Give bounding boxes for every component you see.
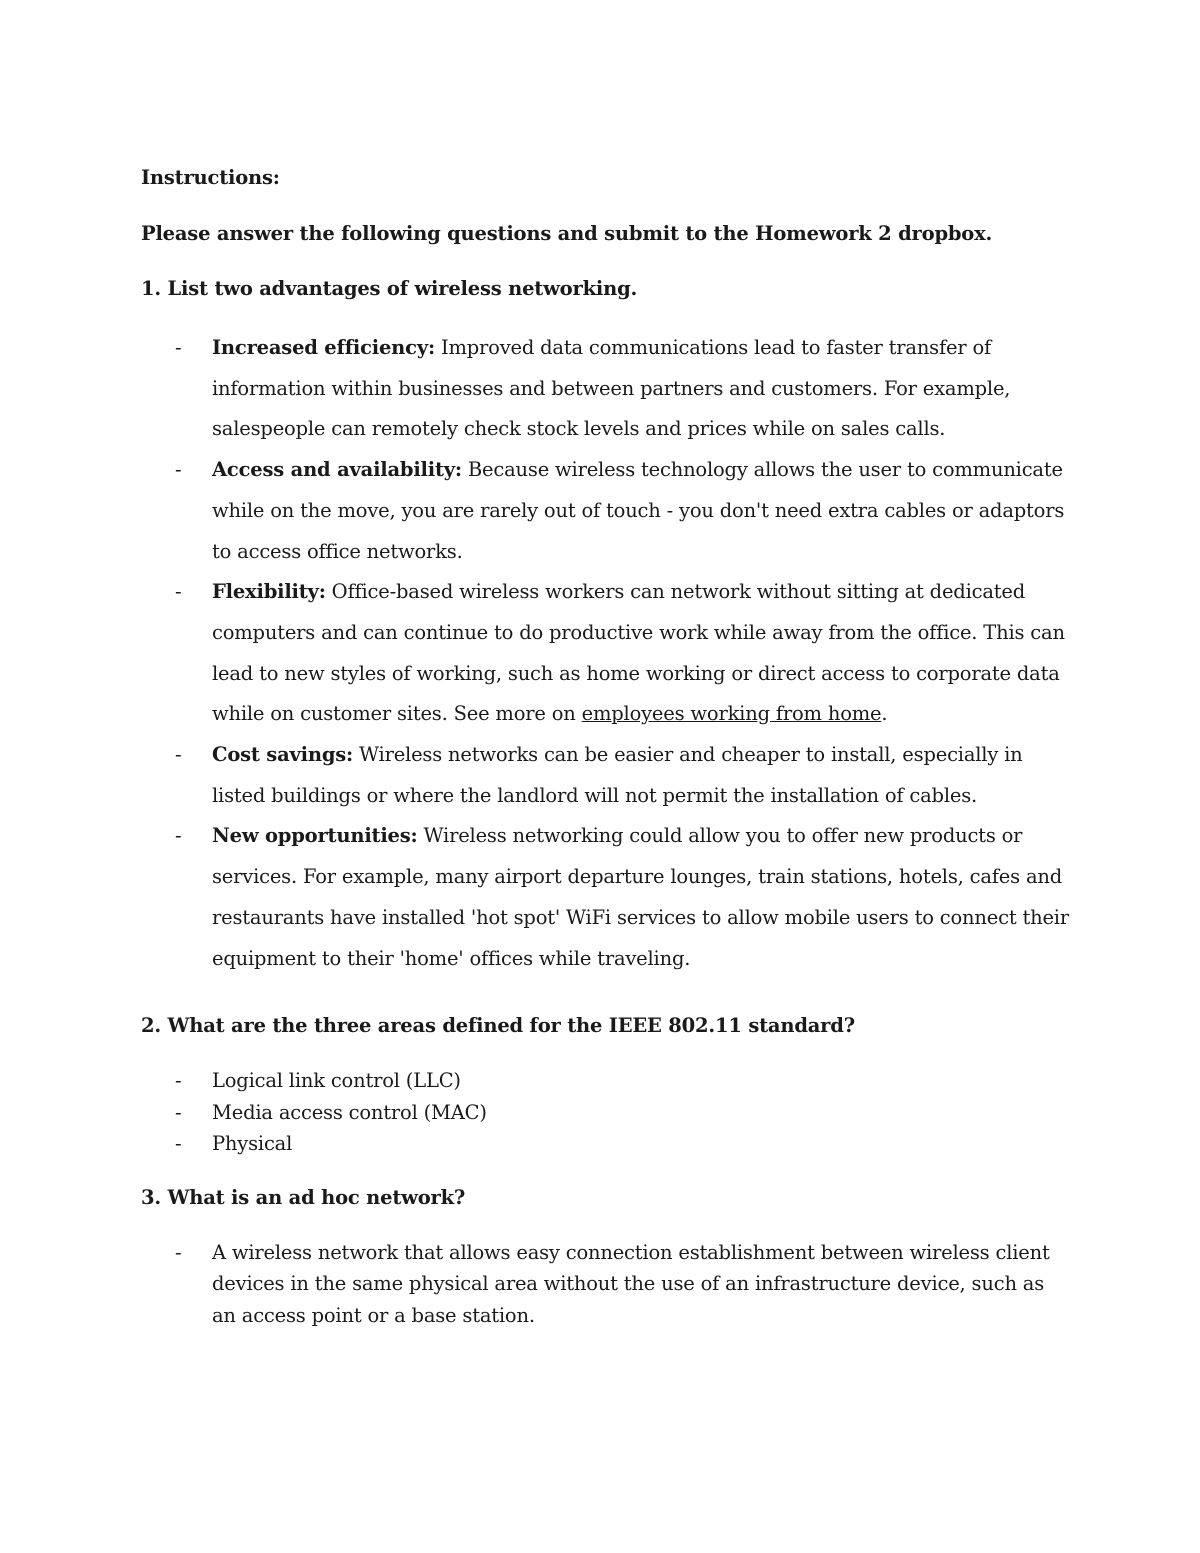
item-text: Logical link control (LLC) <box>212 1069 461 1093</box>
instructions-heading: Instructions: <box>141 166 280 189</box>
list-item <box>141 735 1071 816</box>
item-text: Media access control (MAC) <box>212 1100 487 1124</box>
dash-bullet: - <box>175 743 182 767</box>
dash-bullet: - <box>175 1069 182 1093</box>
list-item <box>141 1128 1071 1159</box>
item-text: Office-based wireless workers can network without sitting at dedicated computers and can continue to do productive work while away from the office. This can lead to new styles of working, such as home working or direct access to corporate data while on customer sites. See more on <box>212 580 1065 726</box>
list-item <box>141 1237 1071 1331</box>
item-text: Wireless networks can be easier and cheaper to install, especially in listed buildings or where the landlord will not permit the installation of cables. <box>212 743 1023 807</box>
list-item <box>141 1097 1071 1128</box>
list-item <box>141 328 1071 450</box>
list-item <box>141 1065 1071 1096</box>
item-text: Physical <box>212 1131 293 1155</box>
dash-bullet: - <box>175 1241 182 1265</box>
dash-bullet: - <box>175 458 182 482</box>
item-text: Improved data communications lead to faster transfer of information within businesses and between partners and customers. For example, salespeople can remotely check stock levels and prices while on sales calls. <box>212 336 1011 441</box>
question-2-answer-list <box>141 1065 1071 1159</box>
question-3-answer-list <box>141 1237 1071 1331</box>
item-text: Wireless networking could allow you to offer new products or services. For example, many airport departure lounges, train stations, hotels, cafes and restaurants have installed 'hot spot' WiFi services to allow mobile users to connect their equipment to their 'home' offices while traveling. <box>212 824 1069 970</box>
dash-bullet: - <box>175 824 182 848</box>
item-lead: New opportunities: <box>212 824 418 848</box>
item-text: Because wireless technology allows the user to communicate while on the move, you are rarely out of touch - you don't need extra cables or adaptors to access office networks. <box>212 458 1065 563</box>
list-item <box>141 816 1071 979</box>
employees-working-from-home-link[interactable]: employees working from home <box>581 702 882 726</box>
item-lead: Access and availability: <box>212 458 462 482</box>
item-lead: Increased efficiency: <box>212 336 435 359</box>
question-2-heading: 2. What are the three areas defined for the IEEE 802.11 standard? <box>141 1014 855 1038</box>
dash-bullet: - <box>175 1100 182 1124</box>
dash-bullet: - <box>175 336 182 359</box>
intro-heading: Please answer the following questions and submit to the Homework 2 dropbox. <box>141 222 993 245</box>
item-text-end: . <box>881 702 888 726</box>
question-1-heading: 1. List two advantages of wireless networking. <box>141 277 638 300</box>
item-lead: Cost savings: <box>212 743 354 767</box>
item-lead: Flexibility: <box>212 580 326 604</box>
question-1-answer-list <box>141 328 1071 979</box>
list-item <box>141 572 1071 735</box>
list-item <box>141 450 1071 572</box>
question-3-heading: 3. What is an ad hoc network? <box>141 1186 466 1210</box>
item-text: A wireless network that allows easy connection establishment between wireless client devices in the same physical area without the use of an infrastructure device, such as an access point or a base station. <box>212 1241 1050 1327</box>
document-page <box>141 163 1071 1331</box>
dash-bullet: - <box>175 580 182 604</box>
dash-bullet: - <box>175 1131 182 1155</box>
